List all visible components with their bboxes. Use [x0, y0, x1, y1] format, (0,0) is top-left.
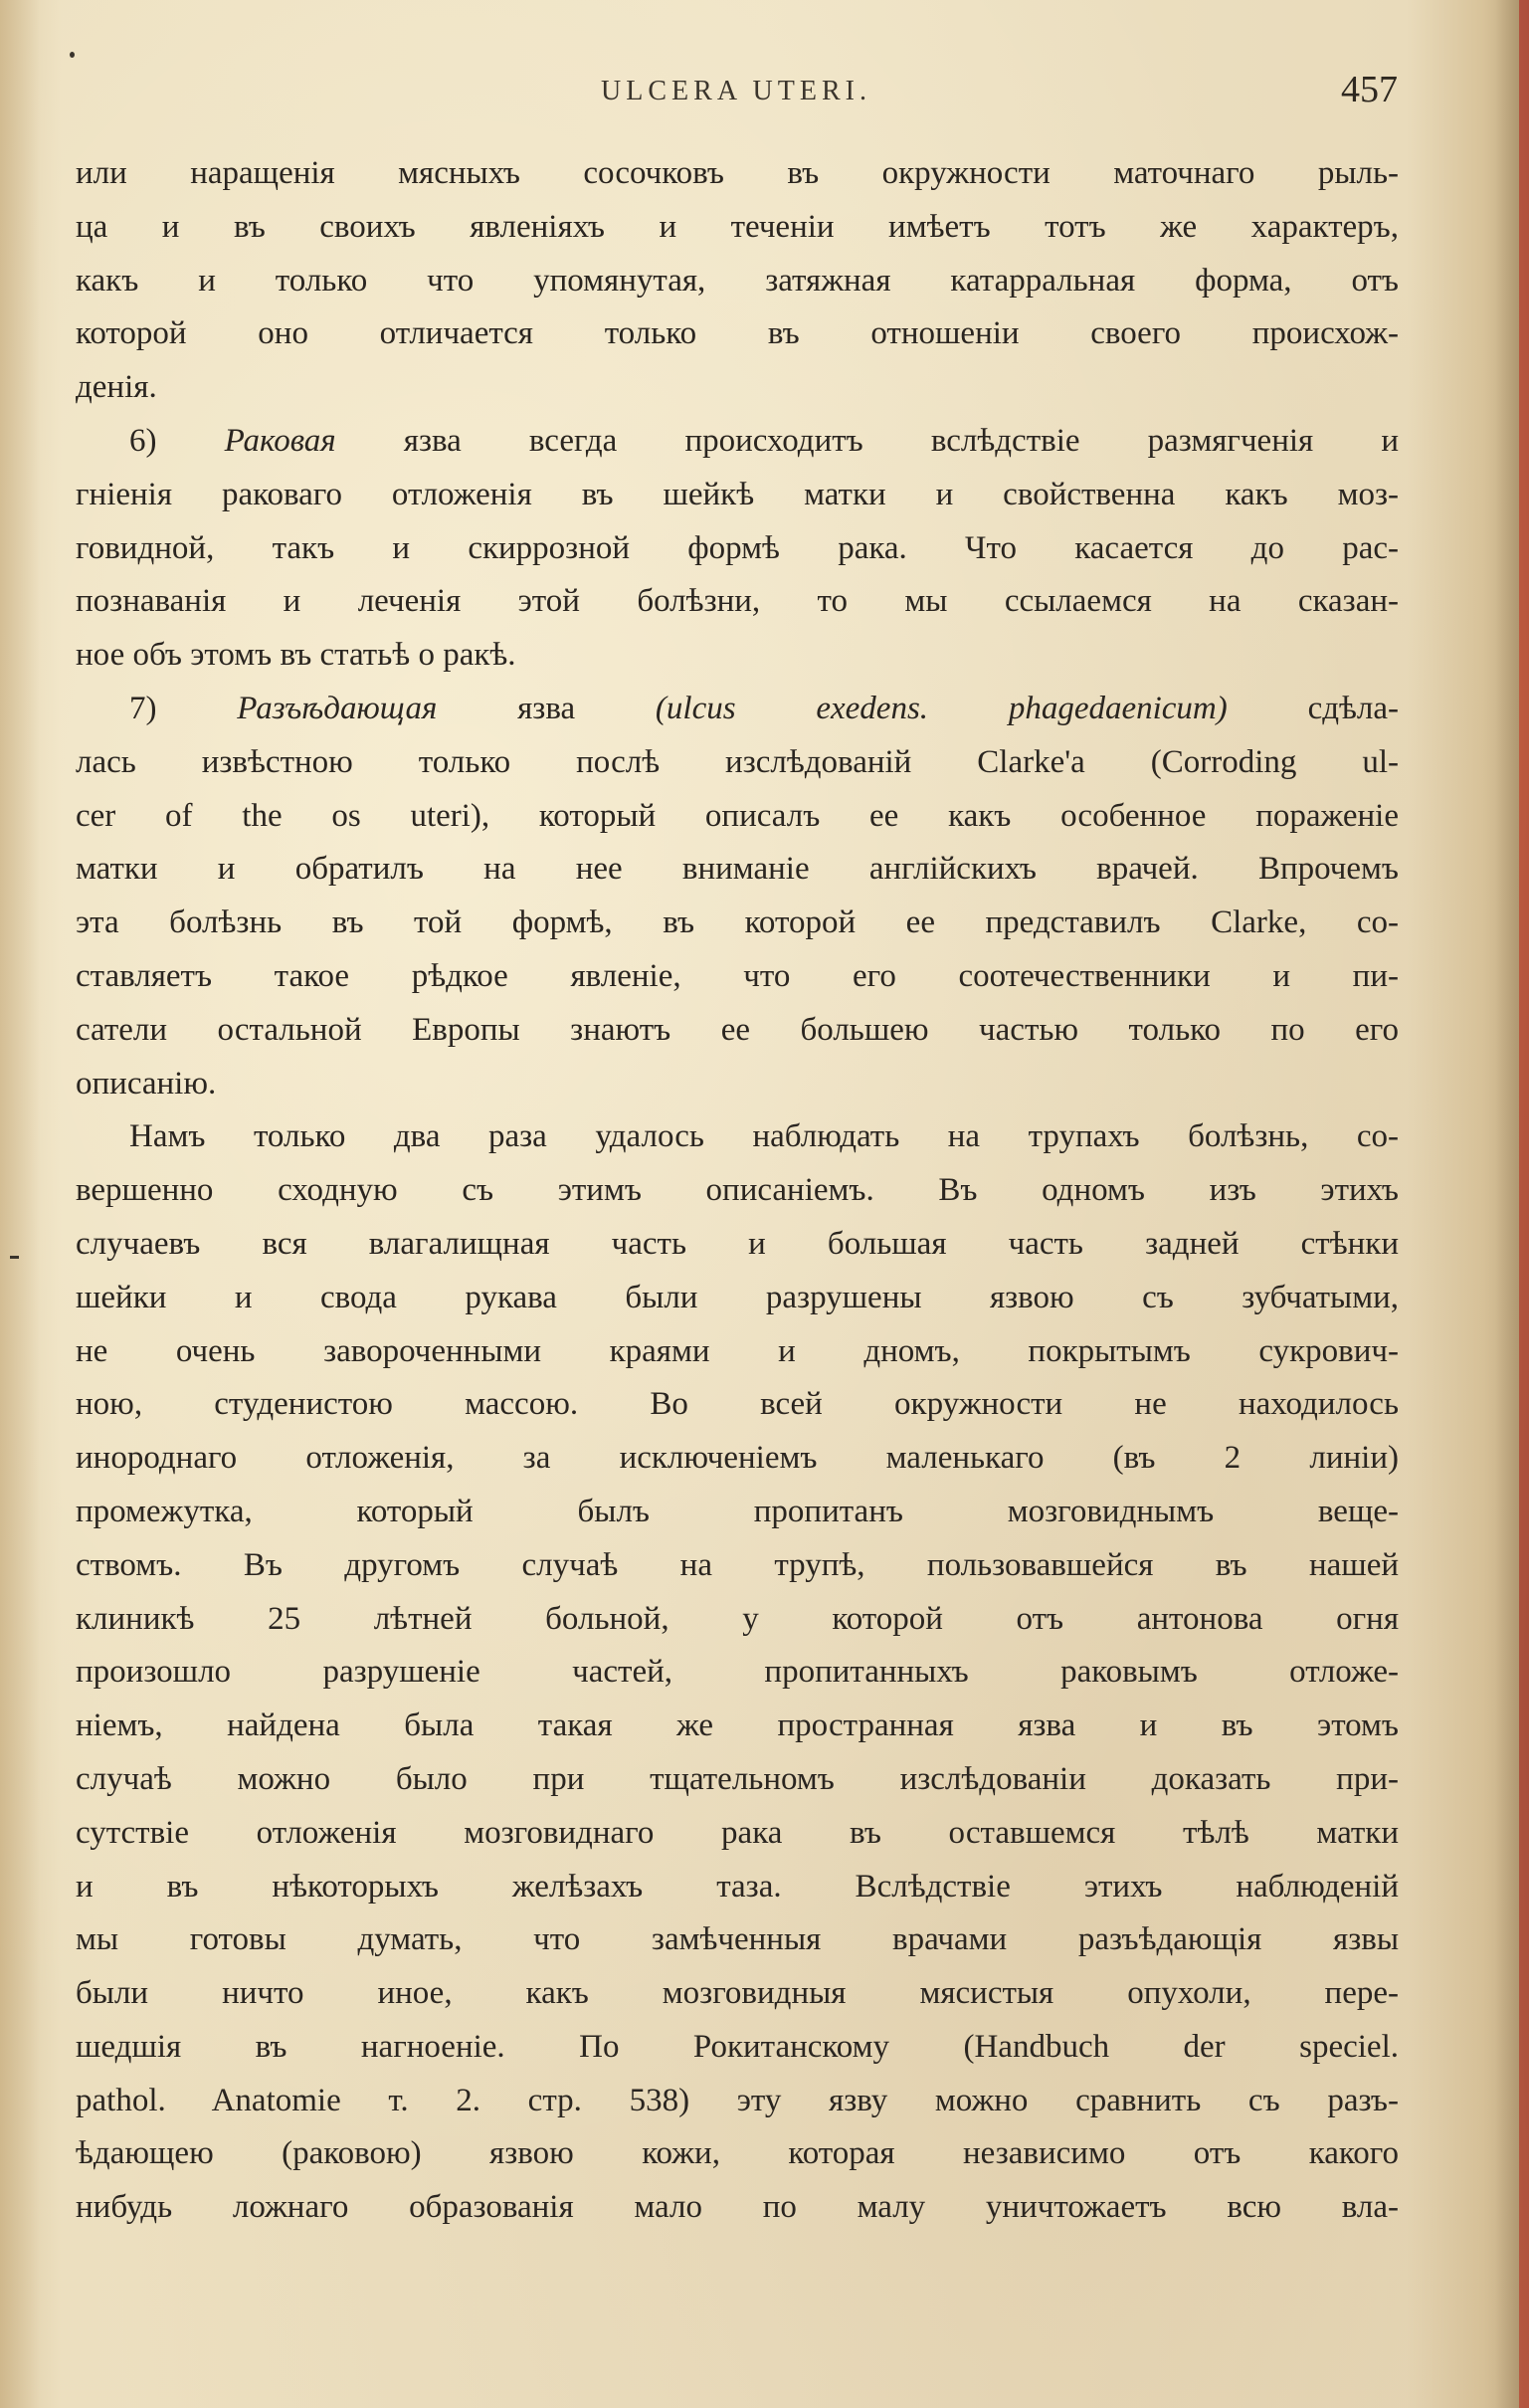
text-line: инороднаго отложенія, за исключеніемъ маленькаго (въ 2 линіи) — [76, 1440, 1399, 1477]
text-line: сутствіе отложенія мозговиднаго рака въ оставшемся тѣлѣ матки — [76, 1814, 1399, 1851]
text-line: ніемъ, найдена была такая же пространная язва и въ этомъ — [76, 1707, 1399, 1744]
margin-dash — [10, 1256, 19, 1259]
text-line: говидной, такъ и скиррозной формѣ рака. Что касается до рас- — [76, 529, 1399, 566]
text-line: нибудь ложнаго образованія мало по малу уничтожаетъ всю вла- — [76, 2189, 1399, 2226]
text-line: ствомъ. Въ другомъ случаѣ на трупѣ, пользовавшейся въ нашей — [76, 1546, 1399, 1583]
text-line: были ничто иное, какъ мозговидныя мясистыя опухоли, пере- — [76, 1975, 1399, 2012]
text-line: случаѣ можно было при тщательномъ изслѣдованіи доказать при- — [76, 1760, 1399, 1797]
text-line: шейки и свода рукава были разрушены язвою съ зубчатыми, — [76, 1279, 1399, 1315]
text-line — [76, 683, 1399, 736]
paragraph — [76, 683, 1399, 1110]
text-line: шедшія въ нагноеніе. По Рокитанскому (Handbuch der speciel. — [76, 2028, 1399, 2065]
text-line: Намъ только два раза удалось наблюдать на трупахъ болѣзнь, со- — [129, 1118, 1399, 1155]
running-title: ULCERA UTERI. — [601, 76, 871, 106]
paragraph — [76, 1110, 1399, 2235]
text-line: промежутка, который былъ пропитанъ мозговиднымъ веще- — [76, 1493, 1399, 1529]
text-fragment: язва — [517, 690, 576, 726]
text-line: произошло разрушеніе частей, пропитанныхъ раковымъ отложе- — [76, 1654, 1399, 1691]
text-line — [76, 415, 1399, 469]
text-line: описанію. — [76, 1065, 217, 1102]
text-line: ное объ этомъ въ статьѣ о ракѣ. — [76, 637, 516, 674]
text-line: познаванія и леченія этой болѣзни, то мы ссылаемся на сказан- — [76, 583, 1399, 620]
text-line: случаевъ вся влагалищная часть и большая часть задней стѣнки — [76, 1225, 1399, 1262]
text-line: ставляетъ такое рѣдкое явленіе, что его соотечественники и пи- — [76, 957, 1399, 994]
text-line: гніенія раковаго отложенія въ шейкѣ матки и свойственна какъ моз- — [76, 476, 1399, 512]
text-line: ѣдающею (раковою) язвою кожи, которая независимо отъ какого — [76, 2135, 1399, 2172]
text-fragment: сдѣла- — [1307, 690, 1400, 726]
item-number: 7) — [129, 690, 157, 726]
term-heading: Раковая — [224, 422, 336, 459]
text-line: матки и обратилъ на нее вниманіе англійскихъ врачей. Впрочемъ — [76, 851, 1399, 888]
text-line: ною, студенистою массою. Во всей окружности не находилось — [76, 1386, 1399, 1423]
text-fragment: язва всегда происходитъ вслѣдствіе размягченія и — [403, 422, 1399, 459]
text-line: cer of the os uteri), который описалъ ее какъ особенное пораженіе — [76, 797, 1399, 834]
text-line: и въ нѣкоторыхъ желѣзахъ таза. Вслѣдствіе этихъ наблюденій — [76, 1868, 1399, 1905]
text-line: эта болѣзнь въ той формѣ, въ которой ее представилъ Clarke, со- — [76, 904, 1399, 941]
text-line: денія. — [76, 369, 157, 406]
term-heading: Разъѣдающая — [237, 690, 438, 726]
text-line: мы готовы думать, что замѣченныя врачами разъѣдающія язвы — [76, 1921, 1399, 1958]
text-line: клиникѣ 25 лѣтней больной, у которой отъ антонова огня — [76, 1600, 1399, 1637]
text-line: или наращенія мясныхъ сосочковъ въ окружности маточнаго рыль- — [76, 155, 1399, 191]
page-body — [76, 147, 1399, 2235]
text-line: вершенно сходную съ этимъ описаніемъ. Въ одномъ изъ этихъ — [76, 1172, 1399, 1209]
text-line: сатели остальной Европы знаютъ ее большею частью только по его — [76, 1011, 1399, 1048]
paragraph — [76, 147, 1399, 415]
text-line: которой оно отличается только въ отношеніи своего происхож- — [76, 315, 1399, 352]
text-line: лась извѣстною только послѣ изслѣдованій Clarke'а (Corroding ul- — [76, 743, 1399, 780]
ink-dot — [70, 52, 75, 58]
item-number: 6) — [129, 422, 157, 459]
page-header — [75, 68, 1398, 117]
page-stain — [0, 0, 40, 2408]
text-line: какъ и только что упомянутая, затяжная катарральная форма, отъ — [76, 262, 1399, 299]
text-line: pathol. Anatomie т. 2. стр. 538) эту язву можно сравнить съ разъ- — [76, 2082, 1399, 2118]
text-line: не очень завороченными краями и дномъ, покрытымъ сукрович- — [76, 1332, 1399, 1369]
paragraph — [76, 415, 1399, 683]
red-edge-mark — [1519, 0, 1529, 2408]
text-line: ца и въ своихъ явленіяхъ и теченіи имѣетъ тотъ же характеръ, — [76, 208, 1399, 245]
latin-term: (ulcus exedens. phagedaenicum) — [655, 690, 1228, 726]
page-number: 457 — [1341, 69, 1398, 110]
